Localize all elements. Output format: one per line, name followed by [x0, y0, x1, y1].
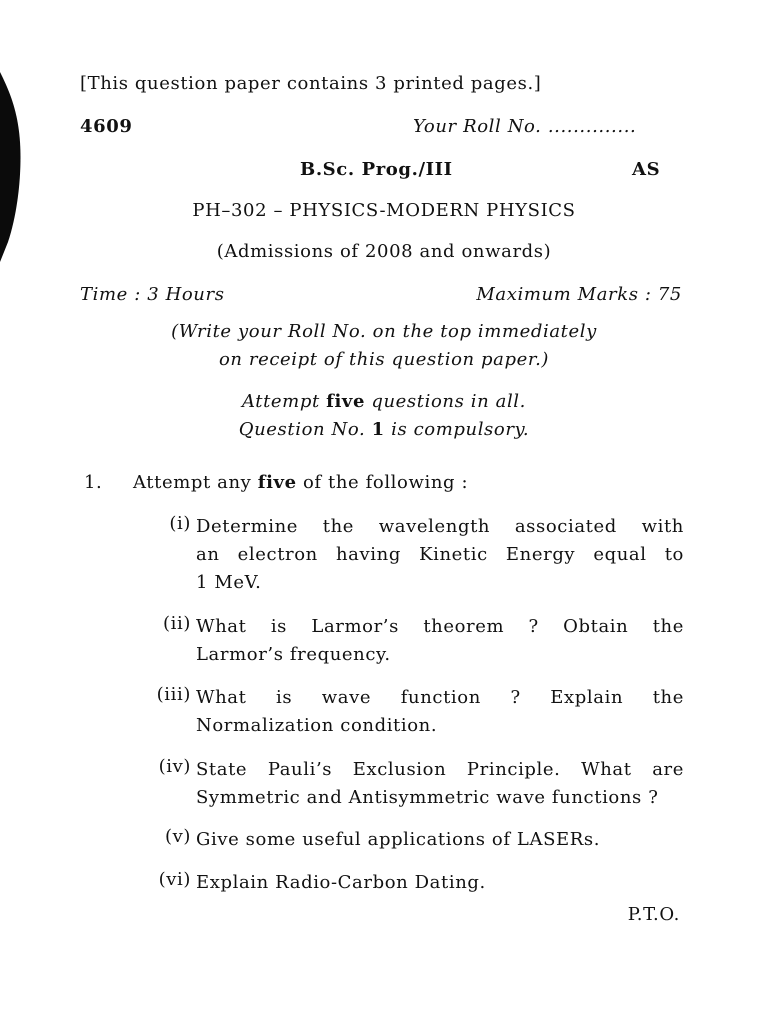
- part-line: Explain Radio-Carbon Dating.: [196, 872, 486, 893]
- compulsory-bold: 1: [371, 419, 385, 440]
- time-allowed: Time : 3 Hours: [80, 284, 225, 305]
- compulsory-pre: Question No.: [238, 419, 372, 440]
- part-line: State Pauli’s Exclusion Principle. What are: [196, 759, 684, 780]
- part-label: (iii): [156, 684, 191, 705]
- maximum-marks: Maximum Marks : 75: [476, 284, 682, 305]
- part-line: Give some useful applications of LASERs.: [196, 829, 601, 850]
- roll-label: Your Roll No.: [413, 116, 542, 137]
- programme: B.Sc. Prog./III: [300, 159, 453, 180]
- attempt-post: questions in all.: [365, 391, 526, 412]
- attempt-bold: five: [326, 391, 366, 412]
- part-label: (vi): [158, 869, 191, 890]
- part-iii-text: [196, 684, 684, 740]
- part-label: (ii): [163, 613, 191, 634]
- lead-post: of the following :: [296, 472, 469, 493]
- part-line: Normalization condition.: [196, 715, 438, 736]
- roll-number-label: [413, 116, 636, 137]
- attempt-pre: Attempt: [241, 391, 327, 412]
- compulsory-instruction: [0, 419, 768, 440]
- lead-bold: five: [257, 472, 297, 493]
- part-line: What is wave function ? Explain the: [196, 687, 684, 708]
- part-ii-text: [196, 613, 684, 669]
- pto-marker: P.T.O.: [627, 904, 680, 925]
- paper-code: 4609: [80, 116, 133, 137]
- admissions-note: (Admissions of 2008 and onwards): [216, 241, 552, 262]
- part-line: an electron having Kinetic Energy equal to: [196, 544, 684, 565]
- instruction-line-2: on receipt of this question paper.): [218, 349, 550, 370]
- part-label: (iv): [158, 756, 191, 777]
- part-line: What is Larmor’s theorem ? Obtain the: [196, 616, 684, 637]
- part-label: (v): [164, 826, 191, 847]
- pages-note: [This question paper contains 3 printed pages.]: [80, 73, 542, 94]
- course-title: PH–302 – PHYSICS-MODERN PHYSICS: [192, 200, 576, 221]
- attempt-instruction: [0, 391, 768, 412]
- part-v-text: [196, 826, 684, 854]
- part-line: Determine the wavelength associated with: [196, 516, 684, 537]
- part-label: (i): [169, 513, 191, 534]
- roll-dots: ..............: [547, 116, 637, 137]
- part-vi-text: [196, 869, 684, 897]
- compulsory-post: is compulsory.: [384, 419, 530, 440]
- part-i-text: [196, 513, 684, 597]
- scan-edge-shadow: [0, 72, 22, 262]
- part-line: Larmor’s frequency.: [196, 644, 391, 665]
- question-1-lead: [133, 472, 468, 493]
- part-iv-text: [196, 756, 684, 812]
- question-1-number: 1.: [84, 472, 103, 493]
- programme-tag: AS: [632, 159, 661, 180]
- part-line: Symmetric and Antisymmetric wave functions ?: [196, 787, 659, 808]
- part-line: 1 MeV.: [196, 572, 262, 593]
- instruction-line-1: (Write your Roll No. on the top immediately: [171, 321, 597, 342]
- lead-pre: Attempt any: [133, 472, 258, 493]
